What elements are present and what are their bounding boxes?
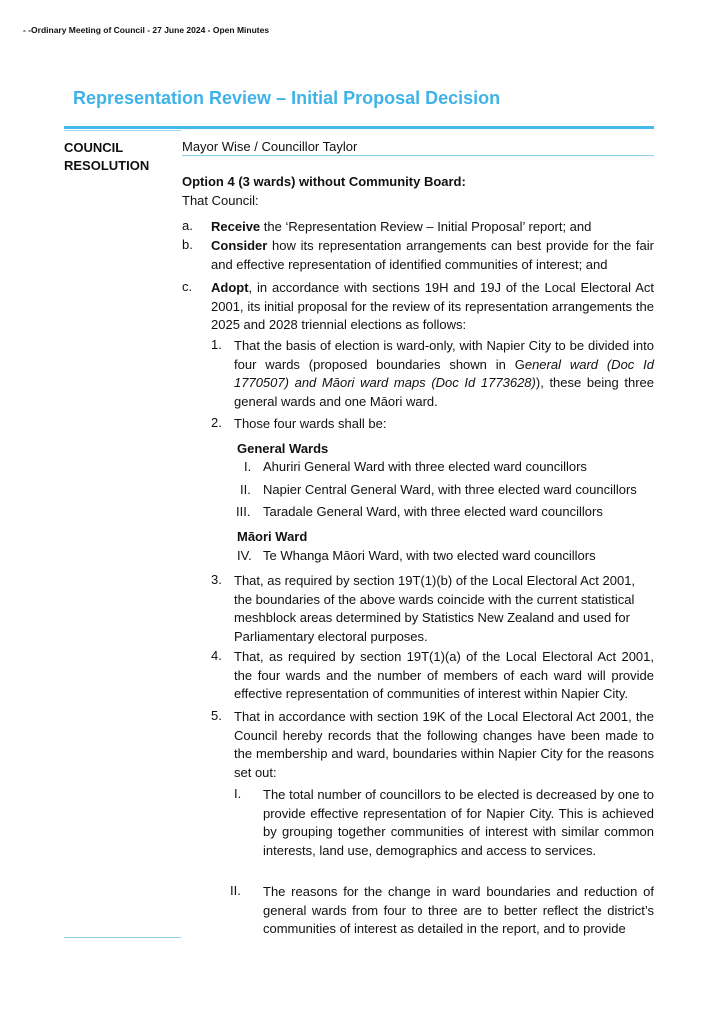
sub-item-5: That in accordance with section 19K of the Local Electoral Act 2001, the Council hereby records that the following changes have been made to the membership and ward, boundaries within Napier City for the reasons set out: (234, 709, 654, 780)
sub-item-4: That, as required by section 19T(1)(a) of the Local Electoral Act 2001, the four wards and the number of members of each ward will provide effective representation of communities of interest within Napier City. (234, 649, 654, 701)
sub-number-5: 5. (211, 708, 222, 723)
ward-napier-central: Napier Central General Ward, with three elected ward councillors (263, 482, 637, 497)
item-b-text: how its representation arrangements can best provide for the fair and effective representation of identified communities of interest; and (211, 238, 654, 272)
section-label-council: COUNCIL (64, 140, 124, 155)
sub-number-2: 2. (211, 415, 222, 430)
reason-roman-1: I. (234, 786, 242, 801)
item-c (211, 279, 654, 335)
item-a-keyword: Receive (211, 219, 261, 234)
sub-number-4: 4. (211, 648, 222, 663)
ward-te-whanga: Te Whanga Māori Ward, with two elected ward councillors (263, 548, 596, 563)
title-rule (64, 126, 654, 129)
ward-ahuriri: Ahuriri General Ward with three elected ward councillors (263, 459, 587, 474)
section-label-resolution: RESOLUTION (64, 158, 150, 173)
item-b (211, 237, 654, 274)
page-title: Representation Review – Initial Proposal Decision (73, 88, 501, 108)
sub-item-2: Those four wards shall be: (234, 416, 387, 431)
sub-item-1 (234, 337, 654, 411)
ward-roman-3: III. (236, 504, 251, 519)
item-a-text: the ‘Representation Review – Initial Proposal’ report; and (260, 219, 592, 234)
ward-roman-4: IV. (237, 548, 252, 563)
ward-roman-2: II. (240, 482, 251, 497)
sub-1-text-b: ), these being three general wards and one Māori ward. (234, 375, 654, 409)
item-letter-b: b. (182, 237, 193, 252)
item-letter-a: a. (182, 218, 193, 233)
page-header: - -Ordinary Meeting of Council - 27 June 2024 - Open Minutes (23, 25, 270, 35)
reason-2: The reasons for the change in ward boundaries and reduction of general wards from four to three are to better reflect the district’s communities of interest as detailed in the report, and to provide (263, 884, 654, 936)
sub-1-text-a: That the basis of election is ward-only, with Napier City to be divided into four wards (proposed boundaries shown in G (234, 338, 654, 372)
maori-ward-heading: Māori Ward (237, 529, 308, 544)
item-c-text: , in accordance with sections 19H and 19J of the Local Electoral Act 2001, its initial proposal for the review of its representation arrangements the 2025 and 2028 triennial elections as follows: (211, 280, 654, 332)
general-wards-heading: General Wards (237, 441, 329, 456)
reason-1: The total number of councillors to be elected is decreased by one to provide effective representation of for Napier City. This is achieved by grouping together communities of interest with similar common interests, land use, demographics and access to services. (263, 787, 654, 858)
option-heading: Option 4 (3 wards) without Community Board: (182, 174, 466, 189)
intro-text: That Council: (182, 193, 259, 208)
sub-item-3: That, as required by section 19T(1)(b) of the Local Electoral Act 2001, the boundaries of the above wards coincide with the current statistical meshblock areas determined by Statistics New Zealand and used for Parliamentary electoral purposes. (234, 573, 636, 644)
item-a (211, 218, 654, 237)
movers-line: Mayor Wise / Councillor Taylor (182, 139, 358, 154)
item-c-keyword: Adopt (211, 280, 249, 295)
title-rule-under (64, 130, 181, 131)
sub-1-doc-refs: eneral ward (Doc Id 1770507) and Māori ward maps (Doc Id 1773628) (234, 356, 654, 390)
reason-roman-2: II. (230, 883, 241, 898)
ward-taradale: Taradale General Ward, with three elected ward councillors (263, 504, 603, 519)
item-letter-c: c. (182, 279, 193, 294)
movers-rule (182, 155, 654, 156)
left-column-rule (64, 937, 181, 938)
sub-number-3: 3. (211, 572, 222, 587)
ward-roman-1: I. (244, 459, 252, 474)
sub-number-1: 1. (211, 337, 222, 352)
item-b-keyword: Consider (211, 238, 268, 253)
